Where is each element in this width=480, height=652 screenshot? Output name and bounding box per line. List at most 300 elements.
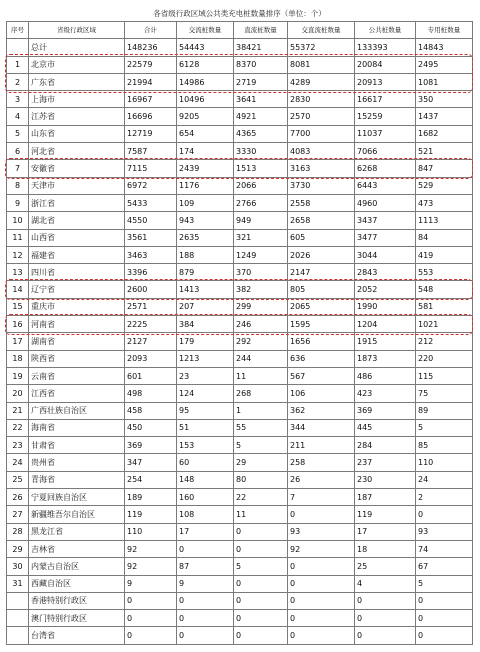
row-seq: 9	[7, 194, 29, 211]
row-value: 3163	[288, 160, 355, 177]
row-value: 284	[355, 437, 416, 454]
row-region: 台湾省	[29, 627, 125, 644]
row-value: 187	[355, 489, 416, 506]
row-value: 1873	[355, 350, 416, 367]
row-seq: 19	[7, 367, 29, 384]
row-value: 2066	[234, 177, 288, 194]
row-region: 河北省	[29, 143, 125, 160]
row-value: 254	[125, 471, 177, 488]
row-value: 4960	[355, 194, 416, 211]
row-value: 7700	[288, 125, 355, 142]
table-row	[7, 264, 473, 281]
row-value: 0	[177, 610, 234, 627]
row-value: 5433	[125, 194, 177, 211]
table-row	[7, 610, 473, 627]
row-value: 1081	[416, 73, 473, 90]
row-region: 安徽省	[29, 160, 125, 177]
row-value: 0	[177, 540, 234, 557]
row-value: 9	[125, 575, 177, 592]
row-value: 7	[288, 489, 355, 506]
row-value: 26	[288, 471, 355, 488]
row-value: 0	[416, 506, 473, 523]
row-value: 11	[234, 506, 288, 523]
row-region: 广东省	[29, 73, 125, 90]
row-value: 89	[416, 402, 473, 419]
row-value: 220	[416, 350, 473, 367]
row-value: 92	[288, 540, 355, 557]
row-value: 29	[234, 454, 288, 471]
row-value: 20913	[355, 73, 416, 90]
row-value: 230	[355, 471, 416, 488]
total-value: 55372	[288, 39, 355, 56]
row-value: 943	[177, 212, 234, 229]
row-region: 内蒙古自治区	[29, 558, 125, 575]
row-seq	[7, 610, 29, 627]
row-value: 3463	[125, 246, 177, 263]
row-value: 21994	[125, 73, 177, 90]
row-value: 15259	[355, 108, 416, 125]
table-row	[7, 437, 473, 454]
row-value: 0	[288, 558, 355, 575]
row-value: 654	[177, 125, 234, 142]
total-value: 14843	[416, 39, 473, 56]
col-header-acdc: 交直流桩数量	[288, 22, 355, 39]
row-seq: 7	[7, 160, 29, 177]
row-value: 211	[288, 437, 355, 454]
col-header-region: 省级行政区域	[29, 22, 125, 39]
row-value: 1113	[416, 212, 473, 229]
row-value: 4365	[234, 125, 288, 142]
row-seq: 8	[7, 177, 29, 194]
row-value: 6268	[355, 160, 416, 177]
row-value: 119	[125, 506, 177, 523]
row-seq: 16	[7, 316, 29, 333]
row-value: 11	[234, 367, 288, 384]
row-seq: 17	[7, 333, 29, 350]
row-value: 0	[416, 592, 473, 609]
row-value: 5	[416, 419, 473, 436]
col-header-dc: 直流桩数量	[234, 22, 288, 39]
row-value: 10496	[177, 91, 234, 108]
row-value: 0	[416, 610, 473, 627]
row-value: 2558	[288, 194, 355, 211]
row-region: 西藏自治区	[29, 575, 125, 592]
total-seq	[7, 39, 29, 56]
row-value: 382	[234, 281, 288, 298]
row-region: 澳门特别行政区	[29, 610, 125, 627]
row-value: 1437	[416, 108, 473, 125]
row-value: 2147	[288, 264, 355, 281]
row-value: 75	[416, 385, 473, 402]
row-value: 20084	[355, 56, 416, 73]
row-value: 3396	[125, 264, 177, 281]
table-row	[7, 298, 473, 315]
row-value: 14986	[177, 73, 234, 90]
row-value: 0	[234, 610, 288, 627]
row-value: 0	[288, 506, 355, 523]
row-seq: 15	[7, 298, 29, 315]
row-value: 344	[288, 419, 355, 436]
row-value: 153	[177, 437, 234, 454]
row-value: 4	[355, 575, 416, 592]
table-row	[7, 229, 473, 246]
row-value: 347	[125, 454, 177, 471]
row-value: 1	[234, 402, 288, 419]
row-value: 188	[177, 246, 234, 263]
table-row	[7, 523, 473, 540]
row-value: 1213	[177, 350, 234, 367]
table-row	[7, 125, 473, 142]
row-seq: 31	[7, 575, 29, 592]
row-value: 23	[177, 367, 234, 384]
row-seq: 11	[7, 229, 29, 246]
row-value: 17	[355, 523, 416, 540]
row-value: 174	[177, 143, 234, 160]
row-value: 95	[177, 402, 234, 419]
row-value: 92	[125, 540, 177, 557]
row-value: 1204	[355, 316, 416, 333]
header-row	[7, 22, 473, 39]
row-value: 3561	[125, 229, 177, 246]
row-seq	[7, 592, 29, 609]
row-region: 山西省	[29, 229, 125, 246]
row-value: 292	[234, 333, 288, 350]
row-value: 2127	[125, 333, 177, 350]
table-row	[7, 316, 473, 333]
table-row	[7, 160, 473, 177]
row-value: 1249	[234, 246, 288, 263]
row-value: 2495	[416, 56, 473, 73]
row-value: 244	[234, 350, 288, 367]
row-region: 天津市	[29, 177, 125, 194]
row-value: 148	[177, 471, 234, 488]
row-value: 498	[125, 385, 177, 402]
row-value: 0	[288, 610, 355, 627]
ranking-table	[6, 6, 473, 645]
row-value: 92	[125, 558, 177, 575]
row-value: 299	[234, 298, 288, 315]
col-header-seq: 序号	[7, 22, 29, 39]
row-seq: 20	[7, 385, 29, 402]
row-value: 321	[234, 229, 288, 246]
row-region: 宁夏回族自治区	[29, 489, 125, 506]
row-region: 云南省	[29, 367, 125, 384]
row-value: 108	[177, 506, 234, 523]
table-row	[7, 402, 473, 419]
row-value: 2570	[288, 108, 355, 125]
row-value: 2635	[177, 229, 234, 246]
table-row	[7, 627, 473, 644]
row-value: 949	[234, 212, 288, 229]
table-row	[7, 177, 473, 194]
row-region: 江苏省	[29, 108, 125, 125]
row-seq: 23	[7, 437, 29, 454]
row-seq: 14	[7, 281, 29, 298]
table-row	[7, 471, 473, 488]
row-value: 369	[125, 437, 177, 454]
row-seq: 18	[7, 350, 29, 367]
row-value: 2052	[355, 281, 416, 298]
row-value: 2225	[125, 316, 177, 333]
row-seq: 30	[7, 558, 29, 575]
row-value: 2830	[288, 91, 355, 108]
row-value: 93	[416, 523, 473, 540]
row-value: 2439	[177, 160, 234, 177]
row-value: 362	[288, 402, 355, 419]
row-value: 0	[416, 627, 473, 644]
table-row	[7, 108, 473, 125]
row-value: 189	[125, 489, 177, 506]
title-row	[7, 6, 473, 22]
row-value: 7115	[125, 160, 177, 177]
table-row	[7, 333, 473, 350]
row-value: 1656	[288, 333, 355, 350]
table-row	[7, 281, 473, 298]
row-value: 2766	[234, 194, 288, 211]
row-value: 16967	[125, 91, 177, 108]
row-value: 2843	[355, 264, 416, 281]
row-value: 4289	[288, 73, 355, 90]
row-value: 1595	[288, 316, 355, 333]
table-row	[7, 56, 473, 73]
row-value: 1915	[355, 333, 416, 350]
row-seq: 27	[7, 506, 29, 523]
row-value: 1021	[416, 316, 473, 333]
row-value: 0	[234, 540, 288, 557]
row-value: 3477	[355, 229, 416, 246]
row-seq: 26	[7, 489, 29, 506]
row-value: 0	[355, 592, 416, 609]
row-value: 22	[234, 489, 288, 506]
row-value: 8370	[234, 56, 288, 73]
row-region: 江西省	[29, 385, 125, 402]
row-value: 4550	[125, 212, 177, 229]
col-header-total: 合计	[125, 22, 177, 39]
row-region: 福建省	[29, 246, 125, 263]
row-value: 7066	[355, 143, 416, 160]
row-value: 2658	[288, 212, 355, 229]
row-value: 5	[416, 575, 473, 592]
table-row	[7, 454, 473, 471]
row-region: 黑龙江省	[29, 523, 125, 540]
row-value: 0	[288, 627, 355, 644]
row-value: 384	[177, 316, 234, 333]
row-seq: 13	[7, 264, 29, 281]
row-seq: 3	[7, 91, 29, 108]
row-seq	[7, 627, 29, 644]
row-seq: 5	[7, 125, 29, 142]
row-value: 2719	[234, 73, 288, 90]
row-value: 548	[416, 281, 473, 298]
row-value: 22579	[125, 56, 177, 73]
row-value: 55	[234, 419, 288, 436]
total-row	[7, 39, 473, 56]
row-value: 9205	[177, 108, 234, 125]
col-header-dedicated: 专用桩数量	[416, 22, 473, 39]
row-value: 87	[177, 558, 234, 575]
row-region: 北京市	[29, 56, 125, 73]
row-value: 2571	[125, 298, 177, 315]
row-region: 贵州省	[29, 454, 125, 471]
row-seq: 12	[7, 246, 29, 263]
table-row	[7, 73, 473, 90]
row-value: 84	[416, 229, 473, 246]
row-value: 16617	[355, 91, 416, 108]
row-value: 93	[288, 523, 355, 540]
row-value: 423	[355, 385, 416, 402]
col-header-public: 公共桩数量	[355, 22, 416, 39]
row-value: 246	[234, 316, 288, 333]
row-value: 60	[177, 454, 234, 471]
row-value: 11037	[355, 125, 416, 142]
row-value: 0	[125, 627, 177, 644]
row-value: 212	[416, 333, 473, 350]
row-value: 0	[177, 627, 234, 644]
row-value: 0	[234, 592, 288, 609]
table-row	[7, 558, 473, 575]
row-value: 124	[177, 385, 234, 402]
row-value: 486	[355, 367, 416, 384]
row-region: 湖北省	[29, 212, 125, 229]
row-region: 山东省	[29, 125, 125, 142]
row-value: 18	[355, 540, 416, 557]
row-seq: 10	[7, 212, 29, 229]
table-row	[7, 350, 473, 367]
row-value: 85	[416, 437, 473, 454]
row-value: 0	[125, 610, 177, 627]
row-value: 636	[288, 350, 355, 367]
row-region: 浙江省	[29, 194, 125, 211]
table-row	[7, 575, 473, 592]
row-value: 879	[177, 264, 234, 281]
row-value: 115	[416, 367, 473, 384]
row-seq: 29	[7, 540, 29, 557]
row-value: 109	[177, 194, 234, 211]
row-value: 16696	[125, 108, 177, 125]
row-value: 1682	[416, 125, 473, 142]
row-value: 601	[125, 367, 177, 384]
row-value: 3641	[234, 91, 288, 108]
table-title: 各省级行政区域公共类充电桩数量排序（单位：个）	[153, 9, 326, 18]
row-region: 青海省	[29, 471, 125, 488]
row-region: 海南省	[29, 419, 125, 436]
row-value: 0	[355, 627, 416, 644]
table-row	[7, 246, 473, 263]
row-value: 553	[416, 264, 473, 281]
row-value: 847	[416, 160, 473, 177]
row-value: 2600	[125, 281, 177, 298]
row-value: 6128	[177, 56, 234, 73]
row-value: 7587	[125, 143, 177, 160]
row-value: 119	[355, 506, 416, 523]
row-seq: 24	[7, 454, 29, 471]
row-value: 0	[234, 575, 288, 592]
table-row	[7, 194, 473, 211]
row-value: 2026	[288, 246, 355, 263]
row-seq: 28	[7, 523, 29, 540]
row-value: 369	[355, 402, 416, 419]
row-value: 419	[416, 246, 473, 263]
row-value: 605	[288, 229, 355, 246]
row-value: 370	[234, 264, 288, 281]
row-value: 3730	[288, 177, 355, 194]
row-region: 香港特别行政区	[29, 592, 125, 609]
row-seq: 22	[7, 419, 29, 436]
row-value: 805	[288, 281, 355, 298]
row-value: 0	[234, 523, 288, 540]
row-value: 207	[177, 298, 234, 315]
row-seq: 2	[7, 73, 29, 90]
row-value: 80	[234, 471, 288, 488]
row-value: 6443	[355, 177, 416, 194]
row-value: 3044	[355, 246, 416, 263]
table-row	[7, 91, 473, 108]
row-value: 268	[234, 385, 288, 402]
row-value: 521	[416, 143, 473, 160]
row-value: 0	[355, 610, 416, 627]
row-value: 4083	[288, 143, 355, 160]
row-value: 12719	[125, 125, 177, 142]
table-row	[7, 540, 473, 557]
row-value: 0	[177, 592, 234, 609]
row-value: 445	[355, 419, 416, 436]
row-value: 3437	[355, 212, 416, 229]
row-value: 17	[177, 523, 234, 540]
row-value: 0	[125, 592, 177, 609]
total-value: 133393	[355, 39, 416, 56]
row-value: 2065	[288, 298, 355, 315]
row-value: 25	[355, 558, 416, 575]
row-region: 辽宁省	[29, 281, 125, 298]
row-value: 1413	[177, 281, 234, 298]
row-value: 567	[288, 367, 355, 384]
row-value: 5	[234, 437, 288, 454]
row-value: 6972	[125, 177, 177, 194]
row-value: 0	[288, 575, 355, 592]
row-region: 广西壮族自治区	[29, 402, 125, 419]
sheet	[6, 6, 472, 645]
row-region: 河南省	[29, 316, 125, 333]
row-value: 67	[416, 558, 473, 575]
table-row	[7, 592, 473, 609]
row-value: 237	[355, 454, 416, 471]
total-value: 148236	[125, 39, 177, 56]
row-value: 110	[125, 523, 177, 540]
row-value: 160	[177, 489, 234, 506]
row-value: 24	[416, 471, 473, 488]
row-value: 473	[416, 194, 473, 211]
table-row	[7, 367, 473, 384]
row-value: 0	[288, 592, 355, 609]
row-value: 179	[177, 333, 234, 350]
row-region: 新疆维吾尔自治区	[29, 506, 125, 523]
row-seq: 21	[7, 402, 29, 419]
table-row	[7, 143, 473, 160]
row-value: 529	[416, 177, 473, 194]
row-value: 450	[125, 419, 177, 436]
row-value: 4921	[234, 108, 288, 125]
row-value: 8081	[288, 56, 355, 73]
row-value: 5	[234, 558, 288, 575]
row-value: 258	[288, 454, 355, 471]
row-region: 湖南省	[29, 333, 125, 350]
row-region: 重庆市	[29, 298, 125, 315]
row-value: 350	[416, 91, 473, 108]
table-row	[7, 212, 473, 229]
row-seq: 25	[7, 471, 29, 488]
row-value: 0	[234, 627, 288, 644]
table-row	[7, 489, 473, 506]
